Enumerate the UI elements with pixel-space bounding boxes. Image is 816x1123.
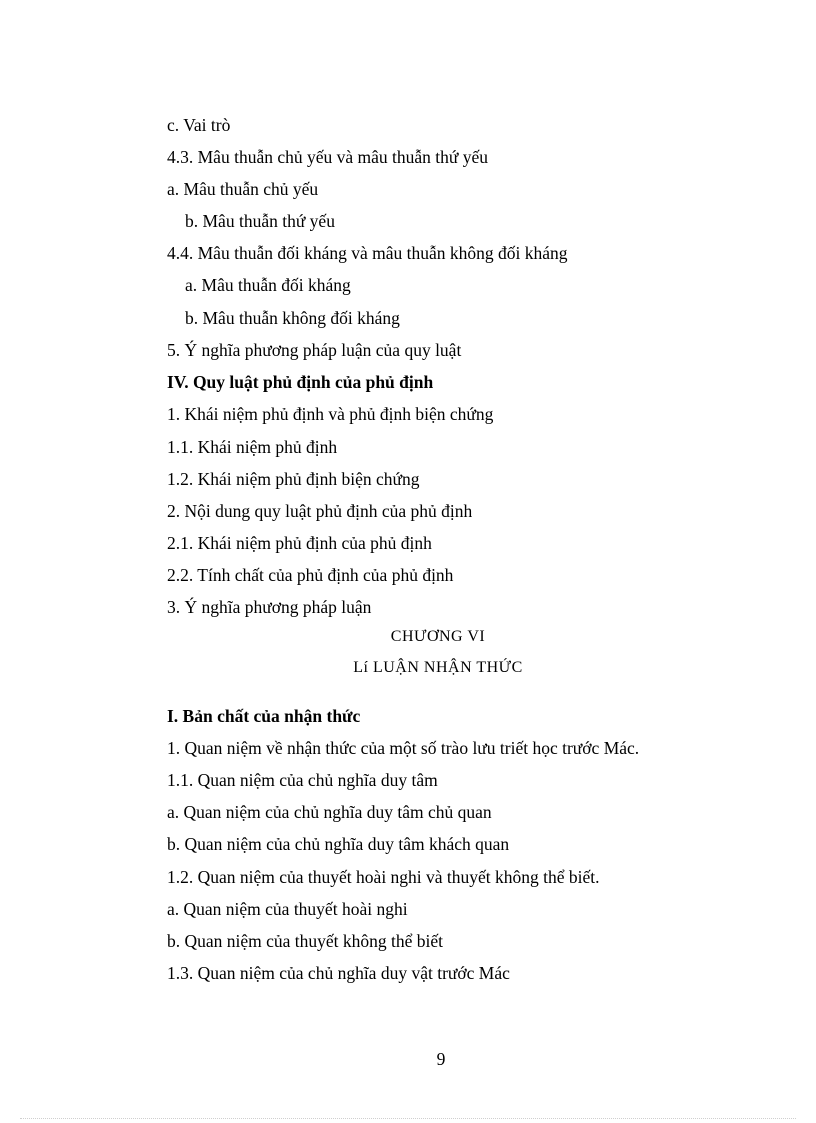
section-heading: IV. Quy luật phủ định của phủ định xyxy=(167,372,434,392)
outline-line: 2.2. Tính chất của phủ định của phủ định xyxy=(167,565,454,585)
page-number: 9 xyxy=(436,1049,446,1069)
outline-line: 2.1. Khái niệm phủ định của phủ định xyxy=(167,533,432,553)
outline-line: 1.1. Khái niệm phủ định xyxy=(167,437,338,457)
outline-line: 1.3. Quan niệm của chủ nghĩa duy vật trước Mác xyxy=(167,963,510,983)
outline-line: c. Vai trò xyxy=(167,115,231,135)
section-heading: I. Bản chất của nhận thức xyxy=(167,706,361,726)
outline-line: b. Quan niệm của thuyết không thể biết xyxy=(167,931,444,951)
chapter-title: Lí LUẬN NHẬN THỨC xyxy=(353,659,523,676)
chapter-number: CHƯƠNG VI xyxy=(390,628,486,645)
outline-line: 1.2. Quan niệm của thuyết hoài nghi và thuyết không thể biết. xyxy=(167,867,600,887)
outline-line: 4.3. Mâu thuẫn chủ yếu và mâu thuẫn thứ yếu xyxy=(167,147,489,167)
outline-line: b. Mâu thuẫn thứ yếu xyxy=(185,211,335,231)
outline-line: a. Mâu thuẫn đối kháng xyxy=(185,275,351,295)
outline-line: b. Quan niệm của chủ nghĩa duy tâm khách quan xyxy=(167,834,510,854)
outline-line: 1. Khái niệm phủ định và phủ định biện chứng xyxy=(167,404,494,424)
outline-line: a. Mâu thuẫn chủ yếu xyxy=(167,179,319,199)
outline-line: 2. Nội dung quy luật phủ định của phủ định xyxy=(167,501,473,521)
outline-line: b. Mâu thuẫn không đối kháng xyxy=(185,308,400,328)
outline-line: 1.2. Khái niệm phủ định biện chứng xyxy=(167,469,420,489)
outline-line: a. Quan niệm của chủ nghĩa duy tâm chủ quan xyxy=(167,802,492,822)
outline-line: a. Quan niệm của thuyết hoài nghi xyxy=(167,899,408,919)
outline-line: 3. Ý nghĩa phương pháp luận xyxy=(167,597,372,617)
outline-line: 1. Quan niệm về nhận thức của một số trào lưu triết học trước Mác. xyxy=(167,738,640,758)
outline-line: 1.1. Quan niệm của chủ nghĩa duy tâm xyxy=(167,770,438,790)
outline-line: 4.4. Mâu thuẫn đối kháng và mâu thuẫn không đối kháng xyxy=(167,243,568,263)
page-bottom-divider xyxy=(20,1118,796,1119)
outline-line: 5. Ý nghĩa phương pháp luận của quy luật xyxy=(167,340,462,360)
